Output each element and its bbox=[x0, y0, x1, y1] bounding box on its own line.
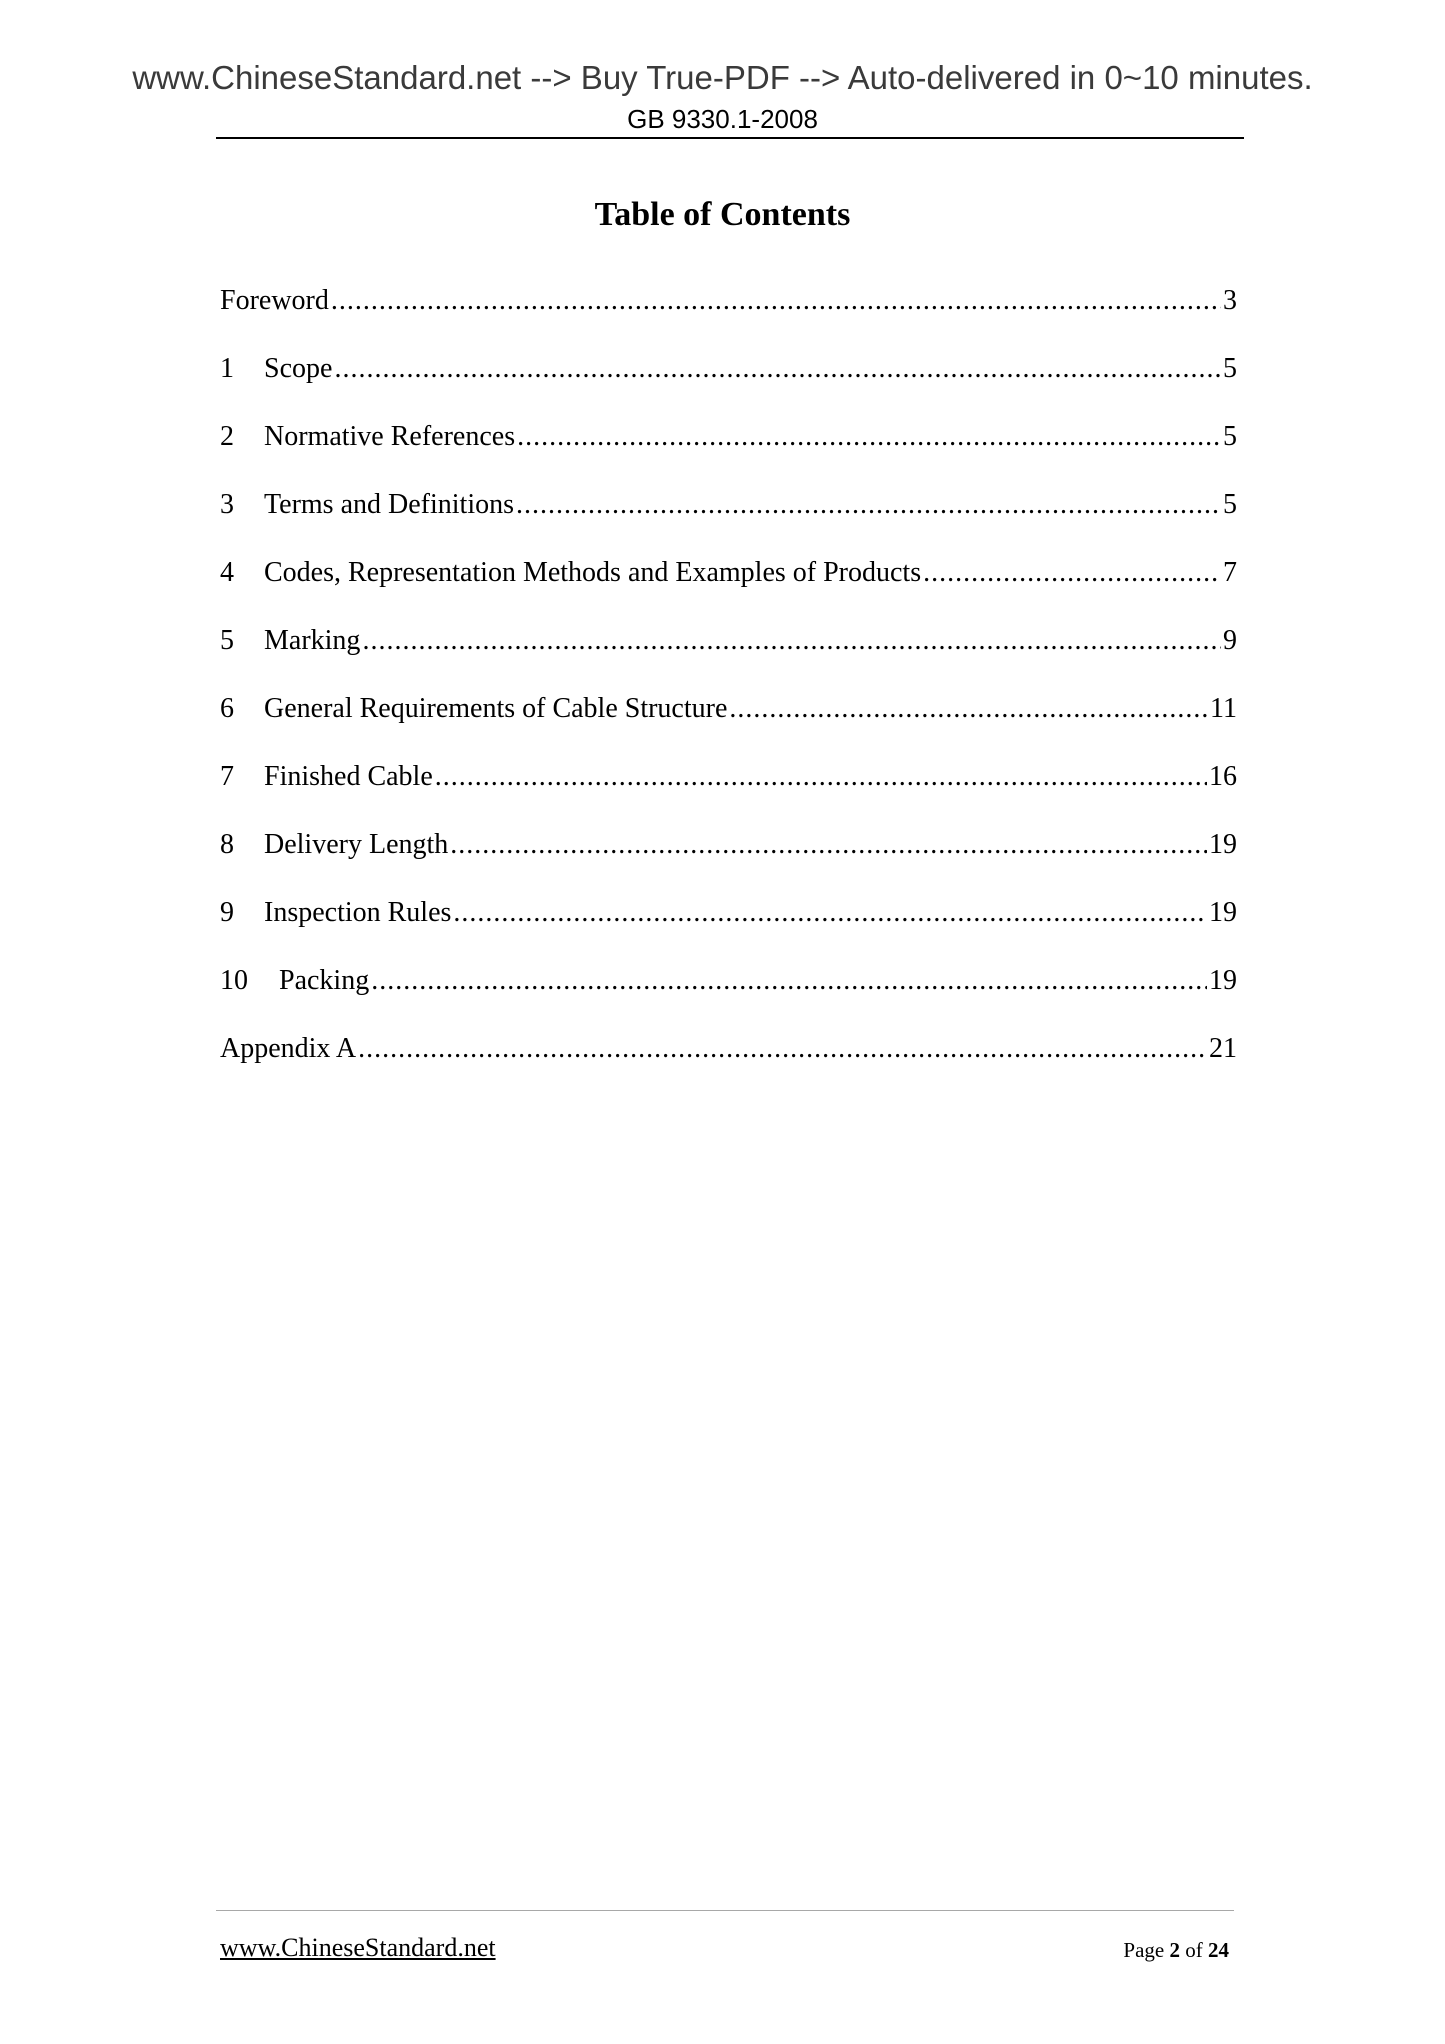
toc-entry-page: 16 bbox=[1209, 761, 1237, 792]
toc-entry-number: 6 bbox=[220, 693, 234, 724]
page-prefix: Page bbox=[1123, 1938, 1165, 1962]
toc-title: Table of Contents bbox=[594, 196, 851, 233]
toc-entry-finished-cable[interactable] bbox=[220, 757, 1237, 825]
toc-dot-leader bbox=[371, 961, 1207, 1001]
toc-entry-codes[interactable] bbox=[220, 553, 1237, 621]
toc-entry-page: 19 bbox=[1209, 965, 1237, 996]
toc-entry-label: Finished Cable bbox=[264, 761, 433, 792]
toc-dot-leader bbox=[362, 621, 1221, 661]
page-number bbox=[1123, 1936, 1229, 1964]
toc-entry-cable-structure[interactable] bbox=[220, 689, 1237, 757]
toc-entry-scope[interactable] bbox=[220, 349, 1237, 417]
toc-entry-number: 10 bbox=[220, 965, 248, 996]
toc-entry-number: 5 bbox=[220, 625, 234, 656]
toc-entry-page: 9 bbox=[1223, 625, 1237, 656]
page-of: of bbox=[1185, 1938, 1203, 1962]
toc-entry-page: 5 bbox=[1223, 489, 1237, 520]
toc-entry-number: 2 bbox=[220, 421, 234, 452]
header-divider bbox=[216, 137, 1244, 139]
toc-entry-appendix-a[interactable] bbox=[220, 1029, 1237, 1097]
toc-entry-marking[interactable] bbox=[220, 621, 1237, 689]
toc-entry-label: Appendix A bbox=[220, 1033, 357, 1064]
toc-entry-label: Delivery Length bbox=[264, 829, 449, 860]
toc-entry-label: Foreword bbox=[220, 285, 329, 316]
toc-dot-leader bbox=[331, 281, 1221, 321]
table-of-contents bbox=[220, 281, 1237, 1097]
toc-dot-leader bbox=[358, 1029, 1207, 1069]
footer-site-link[interactable]: www.ChineseStandard.net bbox=[220, 1933, 496, 1962]
toc-entry-number: 1 bbox=[220, 353, 234, 384]
toc-dot-leader bbox=[450, 825, 1207, 865]
toc-entry-page: 11 bbox=[1210, 693, 1237, 724]
toc-dot-leader bbox=[334, 349, 1221, 389]
toc-entry-page: 5 bbox=[1223, 353, 1237, 384]
toc-entry-number: 4 bbox=[220, 557, 234, 588]
site-banner: www.ChineseStandard.net --> Buy True-PDF --> Auto-delivered in 0~10 minutes. bbox=[132, 59, 1313, 96]
toc-dot-leader bbox=[453, 893, 1207, 933]
toc-entry-page: 5 bbox=[1223, 421, 1237, 452]
toc-entry-page: 19 bbox=[1209, 829, 1237, 860]
toc-entry-label: Codes, Representation Methods and Examples of Products bbox=[264, 557, 922, 588]
toc-entry-page: 3 bbox=[1223, 285, 1237, 316]
toc-entry-page: 7 bbox=[1223, 557, 1237, 588]
toc-entry-delivery-length[interactable] bbox=[220, 825, 1237, 893]
toc-entry-inspection-rules[interactable] bbox=[220, 893, 1237, 961]
page-current: 2 bbox=[1169, 1938, 1180, 1962]
page-total: 24 bbox=[1208, 1938, 1229, 1962]
toc-entry-number: 3 bbox=[220, 489, 234, 520]
toc-entry-label: General Requirements of Cable Structure bbox=[264, 693, 728, 724]
toc-entry-label: Scope bbox=[264, 353, 333, 384]
toc-dot-leader bbox=[435, 757, 1207, 797]
toc-entry-normative-references[interactable] bbox=[220, 417, 1237, 485]
toc-entry-page: 21 bbox=[1209, 1033, 1237, 1064]
toc-dot-leader bbox=[729, 689, 1208, 729]
toc-dot-leader bbox=[516, 485, 1221, 525]
toc-entry-label: Normative References bbox=[264, 421, 516, 452]
standard-code: GB 9330.1-2008 bbox=[627, 104, 818, 134]
toc-dot-leader bbox=[923, 553, 1221, 593]
toc-entry-label: Terms and Definitions bbox=[264, 489, 514, 520]
toc-entry-terms-definitions[interactable] bbox=[220, 485, 1237, 553]
toc-dot-leader bbox=[517, 417, 1221, 457]
footer-divider bbox=[216, 1910, 1234, 1911]
toc-entry-number: 8 bbox=[220, 829, 234, 860]
toc-entry-foreword[interactable] bbox=[220, 281, 1237, 349]
toc-entry-packing[interactable] bbox=[220, 961, 1237, 1029]
toc-entry-number: 9 bbox=[220, 897, 234, 928]
toc-entry-label: Marking bbox=[264, 625, 361, 656]
toc-entry-label: Packing bbox=[279, 965, 370, 996]
toc-entry-number: 7 bbox=[220, 761, 234, 792]
toc-entry-label: Inspection Rules bbox=[264, 897, 452, 928]
toc-entry-page: 19 bbox=[1209, 897, 1237, 928]
